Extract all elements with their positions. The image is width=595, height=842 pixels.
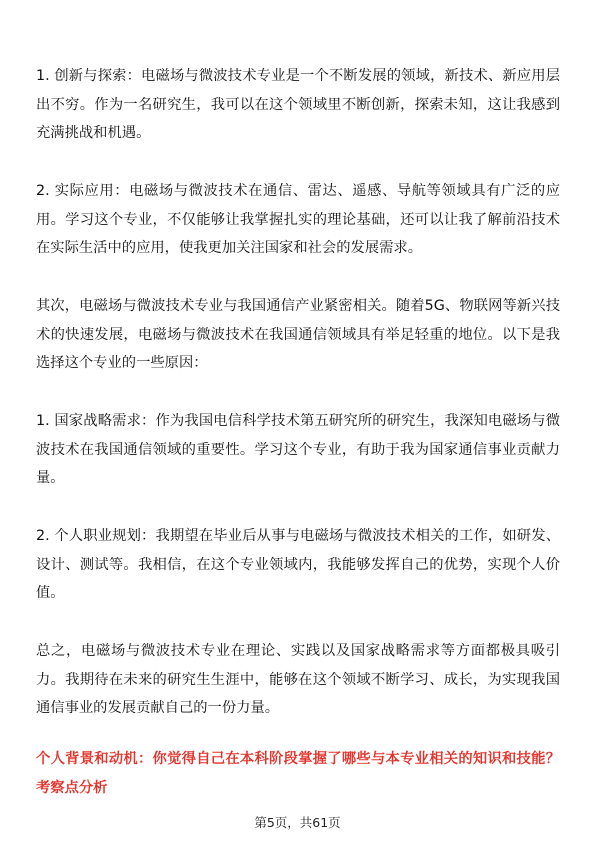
paragraph-industry: 其次，电磁场与微波技术专业与我国通信产业紧密相关。随着5G、物联网等新兴技术的快速发展，电磁场与微波技术在我国通信领域具有举足轻重的地位。以下是我选择这个专业的一些原因： xyxy=(36,298,560,371)
paragraph-innovation: 1. 创新与探索：电磁场与微波技术专业是一个不断发展的领域，新技术、新应用层出不穷。作为一名研究生，我可以在这个领域里不断创新，探索未知，这让我感到充满挑战和机遇。 xyxy=(36,68,560,141)
paragraph-national-strategy: 1. 国家战略需求：作为我国电信科学技术第五研究所的研究生，我深知电磁场与微波技术在我国通信领域的重要性。学习这个专业，有助于我为国家通信事业贡献力量。 xyxy=(36,413,560,486)
paragraph-conclusion: 总之，电磁场与微波技术专业在理论、实践以及国家战略需求等方面都极具吸引力。我期待在未来的研究生生涯中，能够在这个领域不断学习、成长，为实现我国通信事业的发展贡献自己的一份力量。 xyxy=(36,643,560,716)
question-heading: 个人背景和动机：你觉得自己在本科阶段掌握了哪些与本专业相关的知识和技能？考察点分析 xyxy=(36,751,560,796)
paragraph-application: 2. 实际应用：电磁场与微波技术在通信、雷达、遥感、导航等领域具有广泛的应用。学习这个专业，不仅能够让我掌握扎实的理论基础，还可以让我了解前沿技术在实际生活中的应用，使我更加关注国家和社会的发展需求。 xyxy=(36,183,560,256)
page-number: 第5页，共61页 xyxy=(254,815,341,830)
paragraph-career-plan: 2. 个人职业规划：我期望在毕业后从事与电磁场与微波技术相关的工作，如研发、设计、测试等。我相信，在这个专业领域内，我能够发挥自己的优势，实现个人价值。 xyxy=(36,528,560,601)
